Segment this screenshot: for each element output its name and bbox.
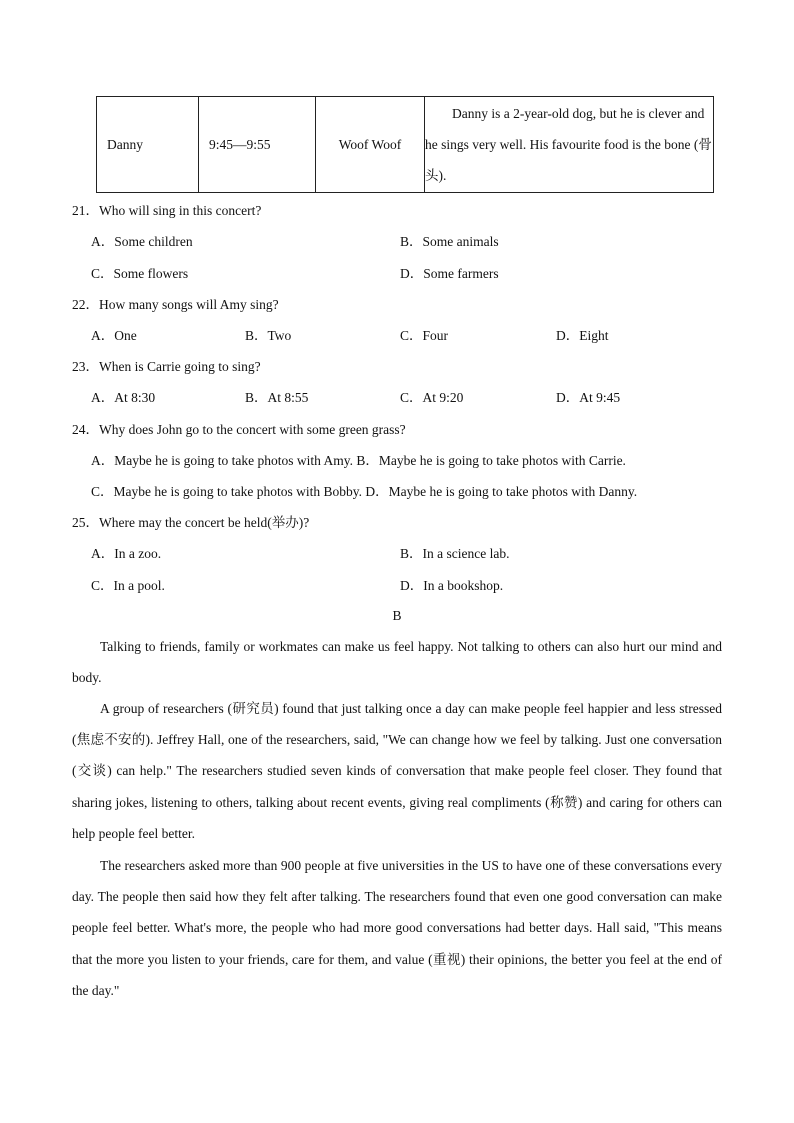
table-row: [97, 97, 714, 193]
passage-paragraph-1: Talking to friends, family or workmates can make us feel happy. Not talking to others can also hurt our mind and body.: [72, 639, 722, 686]
question-22-option-c[interactable]: C．Four: [400, 328, 449, 343]
section-label: B: [392, 608, 402, 623]
song-cell: Woof Woof: [316, 97, 425, 193]
question-21-option-b[interactable]: B．Some animals: [400, 234, 499, 249]
question-23-option-b[interactable]: B．At 8:55: [245, 390, 309, 405]
question-22-option-d[interactable]: D．Eight: [556, 328, 609, 343]
question-23-option-d[interactable]: D．At 9:45: [556, 390, 621, 405]
question-21-stem: 21．Who will sing in this concert?: [72, 203, 262, 218]
concert-schedule-table: [96, 96, 714, 193]
question-25-option-b[interactable]: B．In a science lab.: [400, 546, 510, 561]
time-cell: 9:45—9:55: [199, 97, 316, 193]
description-text: Danny is a 2-year-old dog, but he is clever and he sings very well. His favourite food is the bone (骨头).: [425, 106, 712, 183]
question-22-option-a[interactable]: A．One: [91, 328, 137, 343]
question-25-option-a[interactable]: A．In a zoo.: [91, 546, 162, 561]
singer-name-cell: Danny: [97, 97, 199, 193]
question-21-option-a[interactable]: A．Some children: [91, 234, 193, 249]
question-21-option-c[interactable]: C．Some flowers: [91, 266, 189, 281]
question-25-option-c[interactable]: C．In a pool.: [91, 578, 165, 593]
question-23-stem: 23．When is Carrie going to sing?: [72, 359, 261, 374]
description-cell: [425, 97, 714, 193]
question-25-stem: 25．Where may the concert be held(举办)?: [72, 515, 310, 530]
question-24-options-ab[interactable]: A．Maybe he is going to take photos with Amy. B．Maybe he is going to take photos with Carrie.: [91, 453, 626, 468]
question-24-options-cd[interactable]: C．Maybe he is going to take photos with Bobby. D．Maybe he is going to take photos with Danny.: [91, 484, 638, 499]
passage-paragraph-3: The researchers asked more than 900 people at five universities in the US to have one of these conversations every day. The people then said how they felt after talking. The researchers found that even one good conversation can make people feel better. What's more, the people who had more good conversations had better days. Hall said, "This means that the more you listen to your friends, care for them, and value (重视) their opinions, the better you feel at the end of the day.": [72, 858, 722, 998]
passage-paragraph-2: A group of researchers (研究员) found that just talking once a day can make people feel happier and less stressed (焦虑不安的). Jeffrey Hall, one of the researchers, said, "We can change how we feel by talking. Just one conversation (交谈) can help." The researchers studied seven kinds of conversation that make people feel closer. They found that sharing jokes, listening to others, talking about recent events, giving real compliments (称赞) and caring for others can help people feel better.: [72, 701, 722, 841]
question-23-option-a[interactable]: A．At 8:30: [91, 390, 156, 405]
question-25-option-d[interactable]: D．In a bookshop.: [400, 578, 504, 593]
question-21-option-d[interactable]: D．Some farmers: [400, 266, 499, 281]
question-23-option-c[interactable]: C．At 9:20: [400, 390, 464, 405]
question-22-stem: 22．How many songs will Amy sing?: [72, 297, 279, 312]
question-22-option-b[interactable]: B．Two: [245, 328, 292, 343]
question-24-stem: 24．Why does John go to the concert with some green grass?: [72, 422, 406, 437]
